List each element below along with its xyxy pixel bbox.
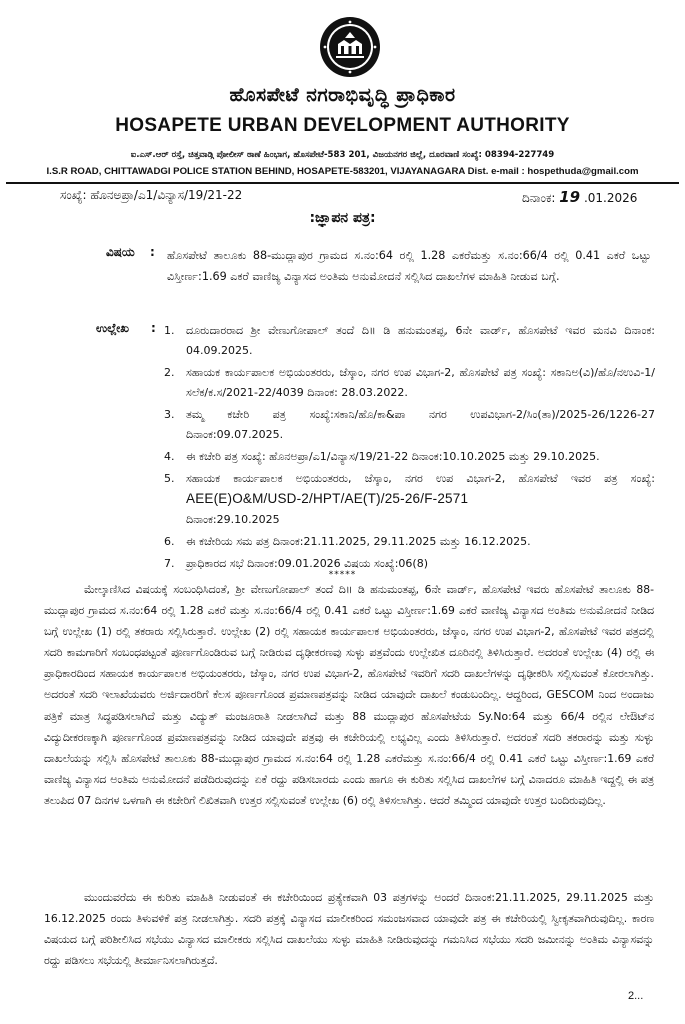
reference-text: ಈ ಕಚೇರಿಯ ಸಮ ಪತ್ರ ದಿನಾಂಕ:21.11.2025, 29.11.2025 ಮತ್ತು 16.12.2025. — [186, 535, 531, 548]
date-day-handwritten: 19 — [559, 188, 581, 206]
reference-text: ತಮ್ಮ ಕಚೇರಿ ಪತ್ರ ಸಂಖ್ಯೆ:ಸಕಾನಿ/ಹೊ/ಕಾ&ಪಾ ನಗರ ಉಪವಿಭಾಗ-2/ಸಿಂ(ತಾ)/2025-26/1226-27 ದಿನಾಂಕ:09.07.2025. — [186, 408, 655, 441]
reference-item — [160, 532, 655, 552]
references-list — [160, 321, 655, 576]
address-english: I.S.R ROAD, CHITTAWADGI POLICE STATION BEHIND, HOSAPETE-583201, VIJAYANAGARA Dist. e-mail : hospethuda@gmail.com — [46, 166, 639, 177]
header-divider — [6, 182, 679, 184]
reference-item — [160, 469, 655, 530]
next-page-indicator: 2... — [628, 990, 644, 1002]
reference-number-label: 1. — [164, 324, 175, 337]
reference-number-label: 3. — [164, 408, 175, 421]
body-paragraph-2: ಮುಂದುವರೆದು ಈ ಕುರಿತು ಮಾಹಿತಿ ನೀಡುವಂತೆ ಈ ಕಚೇರಿಯಿಂದ ಪ್ರತ್ಯೇಕವಾಗಿ 03 ಪತ್ರಗಳನ್ನು ಅಂದರೆ ದಿನಾಂಕ:21.11.2025, 29.11.2025 ಮತ್ತು 16.12.2025 ರಂದು ತಿಳುವಳಿಕೆ ಪತ್ರ ನೀಡಲಾಗಿತ್ತು. ಸದರಿ ಪತ್ರಕ್ಕೆ ವಿನ್ಯಾಸದ ಮಾಲೀಕರಿಂದ ಸಮಂಜಸವಾದ ಯಾವುದೇ ಪತ್ರ ಈ ಕಚೇರಿಯಲ್ಲಿ ಸ್ವೀಕೃತವಾಗಿರುವುದಿಲ್ಲ. ಕಾರಣ ವಿಷಯದ ಬಗ್ಗೆ ಪರಿಶೀಲಿಸಿದ ಸಭೆಯು ವಿನ್ಯಾಸದ ಮಾಲೀಕರು ಸಲ್ಲಿಸಿದ ದಾಖಲೆಯು ಸುಳ್ಳು ಮಾಹಿತಿ ನೀಡಿರುವುದನ್ನು ಗಮನಿಸಿದ ಸಭೆಯು ಸದರಿ ಜಮೀನನ್ನು ಅಂತಿಮ ವಿನ್ಯಾಸವನ್ನು ರದ್ದು ಪಡಿಸಲು ಸಭೆಯಲ್ಲಿ ತೀರ್ಮಾನಿಸಲಾಗಿರುತ್ತದೆ. — [44, 891, 654, 968]
reference-item — [160, 447, 655, 467]
reference-text: ಸಹಾಯಕ ಕಾರ್ಯಪಾಲಕ ಅಭಿಯಂತರರು, ಜೆಸ್ಕಾಂ, ನಗರ ಉಪ ವಿಭಾಗ-2, ಹೊಸಪೇಟೆ ಪತ್ರ ಸಂಖ್ಯೆ: ಸಕಾನಿಅ(ವಿ)/ಹೊ/ನಉವಿ-1/ಸಲೆಕ/ಕ.ಸ/2021-22/4039 ದಿನಾಂಕ: 28.03.2022. — [186, 366, 655, 399]
address-kannada: ಐ.ಎಸ್.ಆರ್ ರಸ್ತೆ, ಚಿತ್ತವಾಡ್ಗಿ ಪೋಲೀಸ್ ಠಾಣೆ ಹಿಂಭಾಗ, ಹೊಸಪೇಟೆ-583 201, ವಿಜಯನಗರ ಜಿಲ್ಲೆ, ದೂರವಾಣಿ ಸಂಖ್ಯೆ: 08394-227749 — [130, 150, 555, 160]
authority-emblem-icon — [319, 16, 381, 78]
body-paragraph-1: ಮೇಲ್ಕಾಣಿಸಿದ ವಿಷಯಕ್ಕೆ ಸಂಬಂಧಿಸಿದಂತೆ, ಶ್ರೀ ವೇಣುಗೋಪಾಲ್ ತಂದೆ ದಿ॥ ಡಿ ಹನುಮಂತಪ್ಪ, 6ನೇ ವಾರ್ಡ್, ಹೊಸಪೇಟೆ ಇವರು ಹೊಸಪೇಟೆ ತಾಲೂಕು 88-ಮುದ್ಲಾಪುರ ಗ್ರಾಮದ ಸ.ನಂ:64 ರಲ್ಲಿ 1.28 ಎಕರೆ ಮತ್ತು ಸ.ನಂ:66/4 ರಲ್ಲಿ 0.41 ಎಕರೆ ಒಟ್ಟು ವಿಸ್ತೀರ್ಣ:1.69 ಎಕರೆ ವಾಣಿಜ್ಯ ವಿನ್ಯಾಸದ ಅಂತಿಮ ಅನುಮೋದನೆ ನೀಡಿದ ಬಗ್ಗೆ ಉಲ್ಲೇಖ (1) ರಲ್ಲಿ ತಕರಾರು ಸಲ್ಲಿಸಿರುತ್ತಾರೆ. ಉಲ್ಲೇಖ (2) ರಲ್ಲಿ ಸಹಾಯಕ ಕಾರ್ಯಪಾಲಕ ಅಭಿಯಂತರರು, ಜೆಸ್ಕಾಂ, ನಗರ ಉಪ ವಿಭಾಗ-2, ಹೊಸಪೇಟೆ ಇವರ ಪತ್ರದಲ್ಲಿ ಸದರಿ ಕಾಮಗಾರಿಗೆ ಸಂಬಂಧಪಟ್ಟಂತೆ ಪೂರ್ಣಗೊಂಡಿರುವ ಬಗ್ಗೆ ನೀಡಿರುವ ದೃಢೀಕರಣವು ಸುಳ್ಳು ಪತ್ರವೆಂದು ಉಲ್ಲೇಖಿತ ದೂರಿನಲ್ಲಿ ತಿಳಿಸಿರುತ್ತಾರೆ. ಅದರಂತೆ ಉಲ್ಲೇಖ (4) ರಲ್ಲಿ ಈ ಪ್ರಾಧಿಕಾರದಿಂದ ಸಹಾಯಕ ಕಾರ್ಯಪಾಲಕ ಅಭಿಯಂತರರು, ಜೆಸ್ಕಾಂ, ನಗರ ಉಪ ವಿಭಾಗ-2, ಹೊಸಪೇಟೆ ಇವರಿಗೆ ಸದರಿ ದಾಖಲೆಗಳನ್ನು ದೃಢೀಕರಿಸಿ ಸಲ್ಲಿಸುವಂತೆ ಕೋರಲಾಗಿತ್ತು. ಅದರಂತೆ ಸದರಿ ಇಲಾಖೆಯವರು ಅರ್ಜಿದಾರರಿಗೆ ಕೆಲಸ ಪೂರ್ಣಗೊಂಡ ಪ್ರಮಾಣಪತ್ರವನ್ನು ನೀಡಿದ ಯಾವುದೇ ದಾಖಲೆ ಕಂಡುಬಂದಿಲ್ಲ. ಆದ್ದರಿಂದ, GESCOM ನಿಂದ ಅಂದಾಜು ಪತ್ರಿಕೆ ಮಾತ್ರ ಸಿದ್ಧಪಡಿಸಲಾಗಿದೆ ಮತ್ತು ವಿದ್ಯುತ್ ಮಂಜೂರಾತಿ ನೀಡಲಾಗಿದೆ ಮತ್ತು 88 ಮುದ್ಲಾಪುರ ಹೊಸಪೇಟೆಯ Sy.No:64 ಮತ್ತು 66/4 ರಲ್ಲಿನ ಲೇಔಟ್‌ನ ವಿದ್ಯುದೀಕರಣಕ್ಕಾಗಿ ಪೂರ್ಣಗೊಂಡ ಪ್ರಮಾಣಪತ್ರವನ್ನು ನೀಡಿದ ಯಾವುದೇ ಪತ್ರವು ಈ ಕಚೇರಿಯಲ್ಲಿ ಲಭ್ಯವಿಲ್ಲ ಎಂದು ತಿಳಿಸಿರುತ್ತಾರೆ. ಅದರಂತೆ ಸದರಿ ತಕರಾರನ್ನು ಮತ್ತು ಸುಳ್ಳು ದಾಖಲೆಯನ್ನು ಸಲ್ಲಿಸಿ ಹೊಸಪೇಟೆ ತಾಲೂಕು 88-ಮುದ್ಲಾಪುರ ಗ್ರಾಮದ ಸ.ನಂ:64 ರಲ್ಲಿ 1.28 ಎಕರೆಮತ್ತು ಸ.ನಂ:66/4 ರಲ್ಲಿ 0.41 ಎಕರೆ ಒಟ್ಟು ವಿಸ್ತೀರ್ಣ:1.69 ಎಕರೆ ವಾಣಿಜ್ಯ ವಿನ್ಯಾಸದ ಅಂತಿಮ ಅನುಮೋದನೆ ಪಡೆದಿರುವುದನ್ನು ಏಕೆ ರದ್ದು ಪಡಿಸಬಾರದು ಎಂದು ಹಾಗೂ ಈ ಕುರಿತು ಸಲ್ಲಿಸಿದ ದಾಖಲೆಗಳ ಬಗ್ಗೆ ವಿನಾದರೂ ಮಾಹಿತಿ ಇದ್ದಲ್ಲಿ ಈ ಪತ್ರ ತಲುಪಿದ 07 ದಿನಗಳ ಒಳಗಾಗಿ ಈ ಕಚೇರಿಗೆ ಲಿಖಿತವಾಗಿ ಉತ್ತರ ಸಲ್ಲಿಸುವಂತೆ ಉಲ್ಲೇಖ (6) ರಲ್ಲಿ ತಿಳಿಸಲಾಗಿತ್ತು. ಆದರೆ ತಮ್ಮಿಂದ ಯಾವುದೇ ಉತ್ತರ ಬಂದಿರುವುದಿಲ್ಲ. — [44, 583, 654, 807]
reference-text: ದೂರುದಾರರಾದ ಶ್ರೀ ವೇಣುಗೋಪಾಲ್ ತಂದೆ ದಿ॥ ಡಿ ಹನುಮಂತಪ್ಪ, 6ನೇ ವಾರ್ಡ್, ಹೊಸಪೇಟೆ ಇವರ ಮನವಿ ದಿನಾಂಕ: 04.09.2025. — [186, 324, 655, 357]
reference-item — [160, 363, 655, 403]
reference-date: ದಿನಾಂಕ:29.10.2025 — [186, 513, 280, 526]
reference-text-composite — [186, 469, 655, 530]
reference-text: ಪ್ರಾಧಿಕಾರದ ಸಭೆ ದಿನಾಂಕ:09.01.2026 ವಿಷಯ ಸಂಖ್ಯೆ:06(8) — [186, 557, 428, 570]
reference-number-label: 4. — [164, 450, 175, 463]
subject-colon: : — [150, 245, 155, 259]
reference-number-label: 6. — [164, 535, 175, 548]
reference-item — [160, 321, 655, 361]
memo-title: :ಜ್ಞಾಪನ ಪತ್ರ: — [309, 210, 376, 226]
reference-text: ಸಹಾಯಕ ಕಾರ್ಯಪಾಲಕ ಅಭಿಯಂತರರು, ಜೆಸ್ಕಾಂ, ನಗರ ಉಪ ವಿಭಾಗ-2, ಹೊಸಪೇಟೆ ಇವರ ಪತ್ರ ಸಂಖ್ಯೆ: — [186, 472, 655, 485]
reference-letter-code: AEE(E)O&M/USD-2/HPT/AE(T)/25-26/F-2571 — [186, 491, 469, 506]
date-month-year: .01.2026 — [583, 191, 638, 205]
letter-date — [522, 188, 637, 206]
references-colon: : — [151, 321, 156, 335]
section-separator: ***** — [328, 570, 357, 580]
authority-name-english: HOSAPETE URBAN DEVELOPMENT AUTHORITY — [115, 115, 570, 136]
references-label: ಉಲ್ಲೇಖ — [96, 321, 129, 335]
subject-label: ವಿಷಯ — [106, 245, 135, 259]
reference-number-label: 5. — [164, 472, 175, 485]
reference-number-label: 2. — [164, 366, 175, 379]
reference-text: ಈ ಕಚೇರಿ ಪತ್ರ ಸಂಖ್ಯೆ: ಹೊನಅಪ್ರಾ/ಎ1/ವಿನ್ಯಾಸ/19/21-22 ದಿನಾಂಕ:10.10.2025 ಮತ್ತು 29.10.2025. — [186, 450, 600, 463]
reference-number: ಸಂಖ್ಯೆ: ಹೊನಅಪ್ರಾ/ಎ1/ವಿನ್ಯಾಸ/19/21-22 — [60, 188, 243, 202]
subject-text: ಹೊಸಪೇಟೆ ತಾಲೂಕು 88-ಮುದ್ಲಾಪುರ ಗ್ರಾಮದ ಸ.ನಂ:64 ರಲ್ಲಿ 1.28 ಎಕರೆಮತ್ತು ಸ.ನಂ:66/4 ರಲ್ಲಿ 0.41 ಎಕರೆ ಒಟ್ಟು ವಿಸ್ತೀರ್ಣ:1.69 ಎಕರೆ ವಾಣಿಜ್ಯ ವಿನ್ಯಾಸದ ಅಂತಿಮ ಅನುಮೋದನೆ ಸಲ್ಲಿಸಿದ ದಾಖಲೆಗಳ ಮಾಹಿತಿ ನೀಡುವ ಬಗ್ಗೆ. — [167, 249, 651, 283]
reference-number-label: 7. — [164, 557, 175, 570]
authority-name-kannada: ಹೊಸಪೇಟೆ ನಗರಾಭಿವೃದ್ಧಿ ಪ್ರಾಧಿಕಾರ — [229, 84, 456, 106]
date-label: ದಿನಾಂಕ: — [522, 191, 556, 205]
reference-item — [160, 405, 655, 445]
